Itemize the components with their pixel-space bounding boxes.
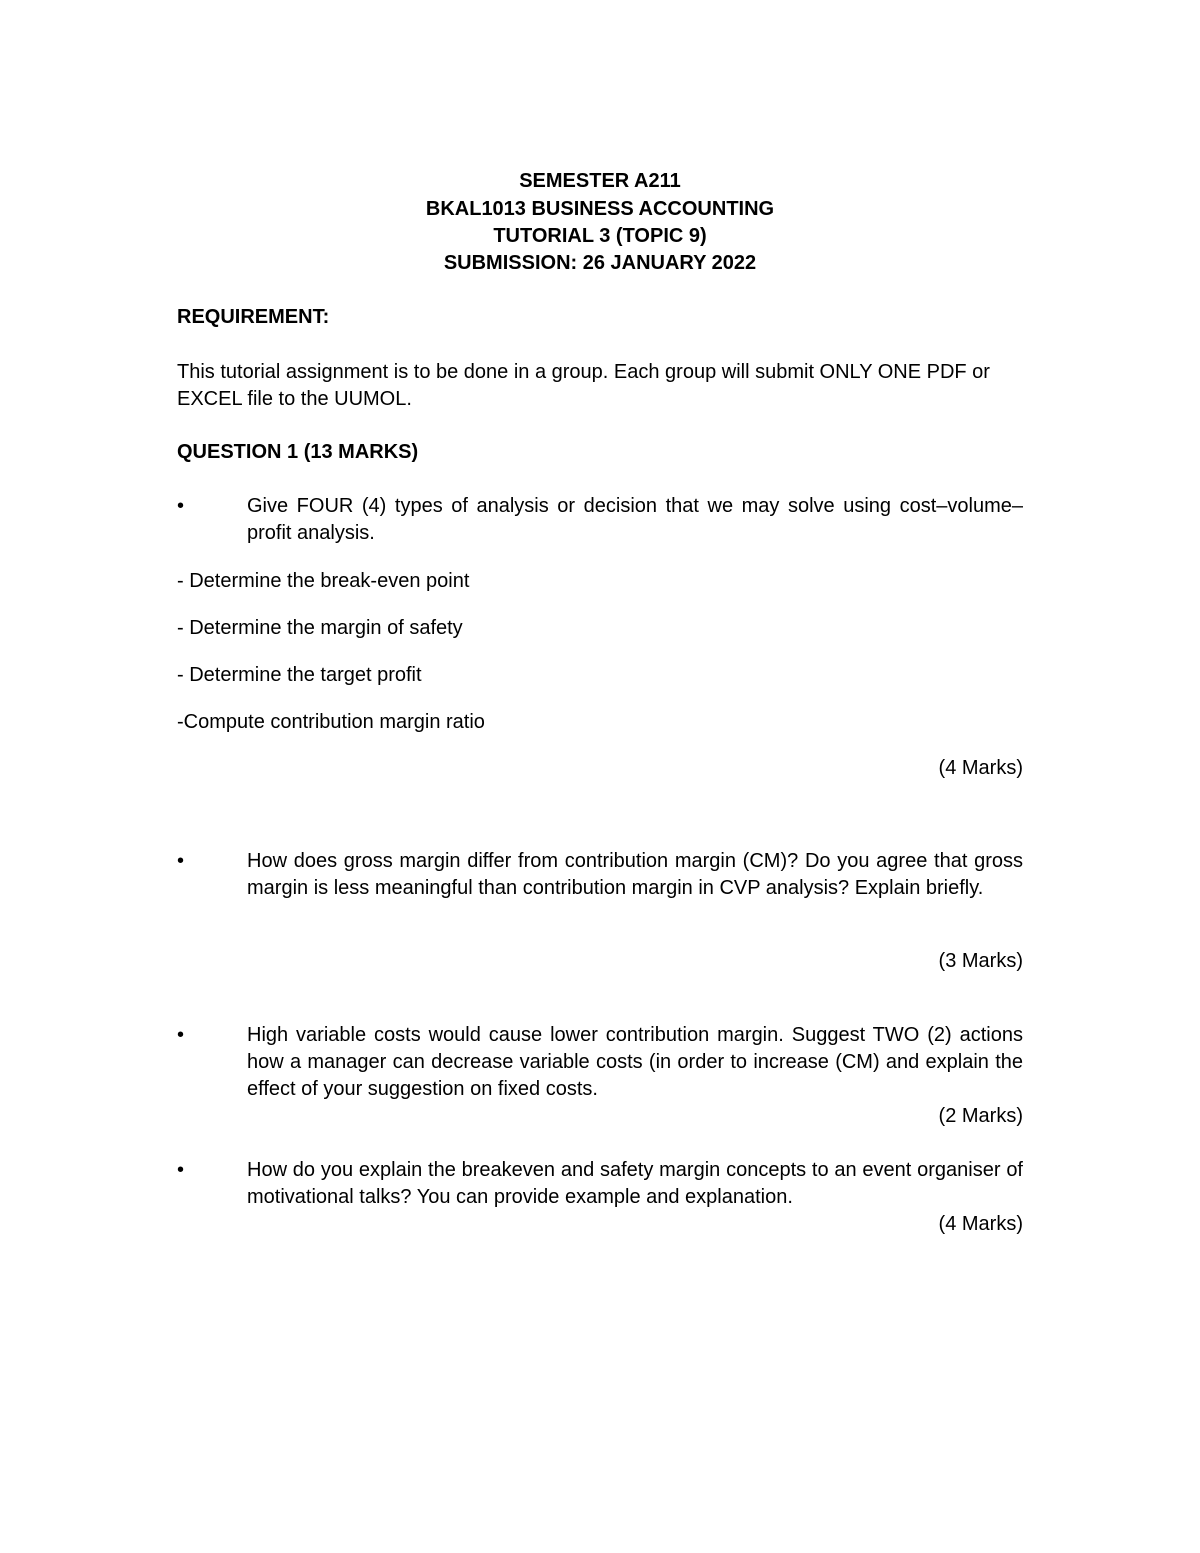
question-heading: QUESTION 1 (13 MARKS) [177,441,419,463]
submission-date: SUBMISSION: 26 JANUARY 2022 [443,252,757,274]
bullet-icon: • [177,1159,185,1181]
answer-line: - Determine the target profit [177,664,422,686]
question-text: Give FOUR (4) types of analysis or decision that we may solve using cost–volume–profit analysis. [247,495,1023,544]
answer-line: - Determine the break-even point [177,570,470,592]
answer-line: -Compute contribution margin ratio [177,711,485,733]
bullet-icon: • [177,495,185,517]
course-title: BKAL1013 BUSINESS ACCOUNTING [425,198,775,220]
bullet-icon: • [177,1024,185,1046]
bullet-icon: • [177,850,185,872]
semester-title: SEMESTER A211 [519,170,681,192]
requirement-text: This tutorial assignment is to be done in a group. Each group will submit ONLY ONE PDF or EXCEL file to the UUMOL. [177,361,990,410]
marks-label: (2 Marks) [938,1105,1023,1127]
tutorial-title: TUTORIAL 3 (TOPIC 9) [493,225,707,247]
marks-label: (4 Marks) [938,757,1023,779]
question-text: How does gross margin differ from contribution margin (CM)? Do you agree that gross margin is less meaningful than contribution margin in CVP analysis? Explain briefly. [247,850,1023,899]
answer-line: - Determine the margin of safety [177,617,463,639]
marks-label: (3 Marks) [938,950,1023,972]
marks-label: (4 Marks) [938,1213,1023,1235]
requirement-heading: REQUIREMENT: [177,306,330,328]
question-text: How do you explain the breakeven and safety margin concepts to an event organiser of motivational talks? You can provide example and explanation. [247,1159,1023,1208]
question-text: High variable costs would cause lower contribution margin. Suggest TWO (2) actions how a manager can decrease variable costs (in order to increase (CM) and explain the effect of your suggestion on fixed costs. [247,1024,1023,1100]
